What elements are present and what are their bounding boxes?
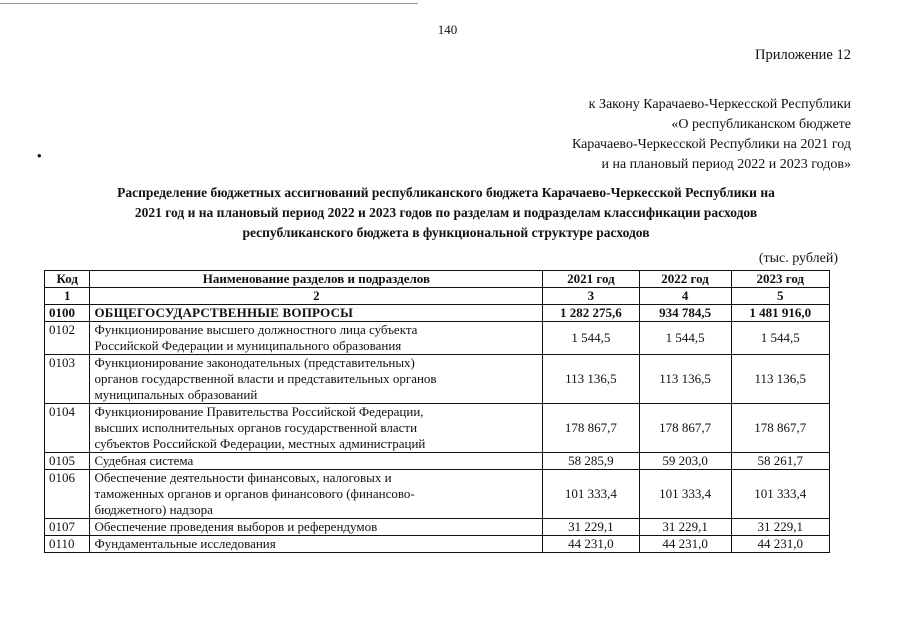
row-name: [90, 453, 543, 470]
page-number: 140: [437, 22, 458, 37]
law-reference-line: и на плановый период 2022 и 2023 годов»: [601, 157, 851, 172]
value-2023: 113 136,5: [731, 355, 829, 404]
column-number: 2: [90, 288, 543, 305]
column-number: 5: [731, 288, 829, 305]
table-row: [45, 536, 830, 553]
row-name: [90, 322, 543, 355]
title-line: 2021 год и на плановый период 2022 и 2023 годов по разделам и подразделам классификации расходов: [134, 205, 758, 220]
value-2022: 101 333,4: [639, 470, 731, 519]
value-2023: 58 261,7: [731, 453, 829, 470]
row-name-line: бюджетного) надзора: [94, 502, 213, 517]
table-row: [45, 305, 830, 322]
value-2021: 178 867,7: [543, 404, 639, 453]
value-2021: 113 136,5: [543, 355, 639, 404]
row-name: [90, 355, 543, 404]
value-2022: 44 231,0: [639, 536, 731, 553]
units-note: (тыс. рублей): [758, 251, 838, 266]
row-name-line: органов государственной власти и представительных органов: [94, 371, 437, 386]
value-2023: 1 481 916,0: [731, 305, 829, 322]
value-2023: 101 333,4: [731, 470, 829, 519]
table-row: [45, 404, 830, 453]
table-row: [45, 519, 830, 536]
row-name-line: Функционирование высшего должностного лица субъекта: [94, 322, 418, 337]
top-rule: [0, 3, 418, 4]
stray-mark: •: [37, 148, 42, 163]
row-code: 0102: [45, 322, 90, 355]
law-reference-line: Карачаево-Черкесской Республики на 2021 год: [571, 137, 851, 152]
header-2023: 2023 год: [731, 271, 829, 288]
law-reference-line: к Закону Карачаево-Черкесской Республики: [588, 97, 851, 112]
row-code: 0110: [45, 536, 90, 553]
value-2021: 58 285,9: [543, 453, 639, 470]
value-2021: 101 333,4: [543, 470, 639, 519]
row-code: 0107: [45, 519, 90, 536]
value-2022: 934 784,5: [639, 305, 731, 322]
row-name: [90, 536, 543, 553]
row-name-line: Обеспечение деятельности финансовых, налоговых и: [94, 470, 392, 485]
row-code: 0103: [45, 355, 90, 404]
row-name: [90, 305, 543, 322]
value-2021: 1 544,5: [543, 322, 639, 355]
budget-table: [44, 270, 830, 553]
table-row: [45, 470, 830, 519]
header-code: Код: [45, 271, 90, 288]
law-reference-line: «О республиканском бюджете: [671, 117, 851, 132]
row-name-line: таможенных органов и органов финансового (финансово-: [94, 486, 415, 501]
row-name-line: Фундаментальные исследования: [94, 536, 276, 551]
row-name-line: Функционирование Правительства Российской Федерации,: [94, 404, 424, 419]
value-2022: 178 867,7: [639, 404, 731, 453]
value-2022: 31 229,1: [639, 519, 731, 536]
row-name-line: ОБЩЕГОСУДАРСТВЕННЫЕ ВОПРОСЫ: [94, 305, 354, 320]
value-2021: 44 231,0: [543, 536, 639, 553]
value-2023: 44 231,0: [731, 536, 829, 553]
row-code: 0100: [45, 305, 90, 322]
title-line: Распределение бюджетных ассигнований республиканского бюджета Карачаево-Черкесской Республики на: [117, 185, 775, 200]
column-number: 4: [639, 288, 731, 305]
row-code: 0105: [45, 453, 90, 470]
row-name-line: субъектов Российской Федерации, местных администраций: [94, 436, 426, 451]
appendix-label: Приложение 12: [755, 47, 851, 63]
value-2023: 1 544,5: [731, 322, 829, 355]
value-2023: 178 867,7: [731, 404, 829, 453]
law-reference: [572, 95, 851, 175]
value-2023: 31 229,1: [731, 519, 829, 536]
table-header-row: [45, 271, 830, 288]
table-row: [45, 453, 830, 470]
row-name-line: Обеспечение проведения выборов и референдумов: [94, 519, 378, 534]
column-number: 3: [543, 288, 639, 305]
document-title: [40, 183, 852, 243]
column-number-row: [45, 288, 830, 305]
value-2022: 59 203,0: [639, 453, 731, 470]
row-code: 0106: [45, 470, 90, 519]
row-name-line: высших исполнительных органов государственной власти: [94, 420, 418, 435]
header-2022: 2022 год: [639, 271, 731, 288]
table-row: [45, 322, 830, 355]
value-2021: 1 282 275,6: [543, 305, 639, 322]
column-number: 1: [45, 288, 90, 305]
row-name-line: Функционирование законодательных (представительных): [94, 355, 415, 370]
row-name: [90, 470, 543, 519]
row-name-line: муниципальных образований: [94, 387, 258, 402]
header-2021: 2021 год: [543, 271, 639, 288]
row-name-line: Судебная система: [94, 453, 194, 468]
row-name: [90, 404, 543, 453]
table-row: [45, 355, 830, 404]
header-name: Наименование разделов и подразделов: [90, 271, 543, 288]
value-2021: 31 229,1: [543, 519, 639, 536]
value-2022: 113 136,5: [639, 355, 731, 404]
title-line: республиканского бюджета в функциональной структуре расходов: [242, 225, 650, 240]
row-name-line: Российской Федерации и муниципального образования: [94, 338, 402, 353]
value-2022: 1 544,5: [639, 322, 731, 355]
row-name: [90, 519, 543, 536]
row-code: 0104: [45, 404, 90, 453]
